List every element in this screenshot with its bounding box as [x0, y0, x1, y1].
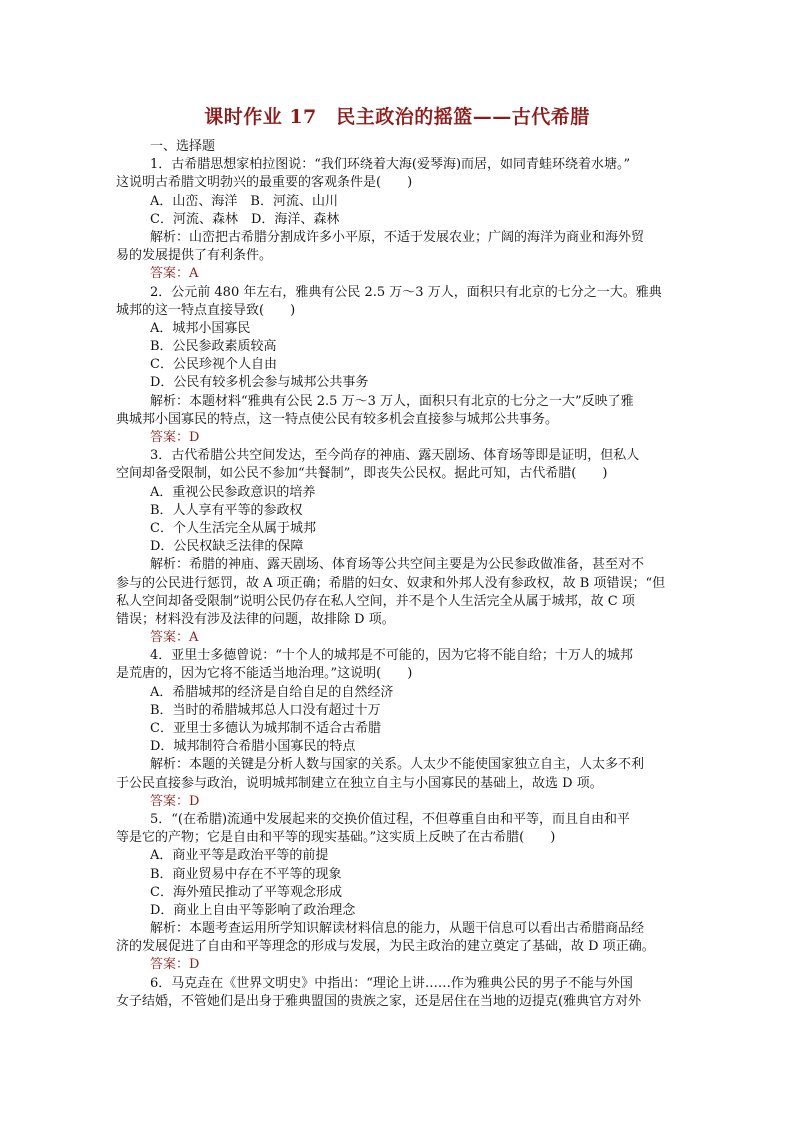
- answer-option: A．重视公民参政意识的培养: [150, 484, 316, 500]
- question-stem-line: 2．公元前 480 年左右，雅典有公民 2.5 万～3 万人，面积只有北京的七分之一大。雅典: [150, 284, 662, 300]
- analysis-line: 易的发展提供了有利条件。: [116, 248, 273, 264]
- question-stem-line: 这说明古希腊文明勃兴的最重要的客观条件是( ): [116, 175, 413, 191]
- analysis-line: 参与的公民进行惩罚，故 A 项正确；希腊的妇女、奴隶和外邦人没有参政权，故 B 项错误；“但: [116, 575, 666, 591]
- section-heading: 一、选择题: [150, 139, 216, 154]
- analysis-line: 解析：本题的关键是分析人数与国家的关系。人太少不能使国家独立自主，人太多不利: [150, 757, 645, 773]
- answer-option: C．河流、森林 D．海洋、森林: [150, 211, 340, 227]
- analysis-line: 典城邦小国寡民的特点，这一特点使公民有较多机会直接参与城邦公共事务。: [116, 411, 559, 427]
- question-stem-line: 4．亚里士多德曾说：“十个人的城邦是不可能的，因为它将不能自给；十万人的城邦: [150, 648, 633, 664]
- answer-key: 答案：A: [150, 630, 199, 646]
- answer-option: A．商业平等是政治平等的前提: [150, 848, 329, 864]
- question-1: [116, 156, 682, 283]
- answer-key: 答案：D: [150, 957, 200, 973]
- question-stem-line: 5．“(在希腊)流通中发展起来的交换价值过程，不但尊重自由和平等，而且自由和平: [150, 811, 631, 827]
- question-stem-line: 6．马克垚在《世界文明史》中指出：“理论上讲……作为雅典公民的男子不能与外国: [150, 975, 633, 991]
- analysis-line: 解析：希腊的神庙、露天剧场、体育场等公共空间主要是为公民参政做准备，甚至对不: [150, 557, 645, 573]
- answer-key: 答案：A: [150, 266, 199, 282]
- answer-option: A．山峦、海洋 B．河流、山川: [150, 193, 338, 209]
- answer-key: 答案：D: [150, 793, 200, 809]
- question-stem-line: 等是它的产物；它是自由和平等的现实基础。”这实质上反映了在古希腊( ): [116, 830, 556, 846]
- answer-option: B．人人享有平等的参政权: [150, 502, 303, 518]
- answer-option: C．海外殖民推动了平等观念形成: [150, 884, 342, 900]
- question-stem-line: 1．古希腊思想家柏拉图说：“我们环绕着大海(爱琴海)而居，如同青蛙环绕着水塘。”: [150, 157, 631, 173]
- question-4: [116, 647, 682, 811]
- question-stem-line: 3．古代希腊公共空间发达，至今尚存的神庙、露天剧场、体育场等即是证明，但私人: [150, 448, 640, 464]
- answer-option: D．公民有较多机会参与城邦公共事务: [150, 375, 369, 391]
- question-5: [116, 811, 682, 975]
- question-2: [116, 284, 682, 448]
- answer-option: A．希腊城邦的经济是自给自足的自然经济: [150, 684, 394, 700]
- page-title: 课时作业 17 民主政治的摇篮——古代希腊: [204, 106, 590, 128]
- answer-option: C．公民珍视个人自由: [150, 357, 277, 373]
- analysis-line: 解析：本题考查运用所学知识解读材料信息的能力，从题干信息可以看出古希腊商品经: [150, 921, 645, 937]
- answer-option: B．商业贸易中存在不平等的现象: [150, 866, 342, 882]
- question-stem-line: 女子结婚，不管她们是出身于雅典盟国的贵族之家，还是居住在当地的迈提克(雅典官方对外: [116, 993, 642, 1009]
- answer-option: A．城邦小国寡民: [150, 320, 251, 336]
- answer-key: 答案：D: [150, 430, 200, 445]
- analysis-line: 于公民直接参与政治，说明城邦制建立在独立自主与小国寡民的基础上，故选 D 项。: [116, 775, 603, 791]
- answer-option: B．公民参政素质较高: [150, 339, 277, 355]
- analysis-line: 解析：本题材料“雅典有公民 2.5 万～3 万人，面积只有北京的七分之一大”反映了雅: [150, 393, 634, 409]
- document-body: [116, 138, 682, 1011]
- question-6: [116, 975, 682, 1011]
- answer-option: C．亚里士多德认为城邦制不适合古希腊: [150, 721, 381, 736]
- question-3: [116, 447, 682, 647]
- question-stem-line: 空间却备受限制，如公民不参加“共餐制”，即丧失公民权。据此可知，古代希腊( ): [116, 466, 608, 482]
- analysis-line: 解析：山峦把古希腊分割成许多小平原，不适于发展农业；广阔的海洋为商业和海外贸: [150, 229, 645, 245]
- analysis-line: 错误；材料没有涉及法律的问题，故排除 D 项。: [116, 611, 395, 627]
- question-stem-line: 城邦的这一特点直接导致( ): [116, 302, 296, 318]
- analysis-line: 济的发展促进了自由和平等理念的形成与发展，为民主政治的建立奠定了基础，故 D 项正确。: [116, 939, 655, 955]
- question-stem-line: 是荒唐的，因为它将不能适当地治理。”这说明( ): [116, 666, 413, 682]
- answer-option: B．当时的希腊城邦总人口没有超过十万: [150, 702, 381, 718]
- analysis-line: 私人空间却备受限制”说明公民仍存在私人空间，并不是个人生活完全从属于城邦，故 C 项: [116, 593, 635, 609]
- answer-option: D．公民权缺乏法律的保障: [150, 539, 304, 555]
- answer-option: D．商业上自由平等影响了政治理念: [150, 902, 356, 918]
- answer-option: D．城邦制符合希腊小国寡民的特点: [150, 739, 356, 755]
- answer-option: C．个人生活完全从属于城邦: [150, 520, 316, 536]
